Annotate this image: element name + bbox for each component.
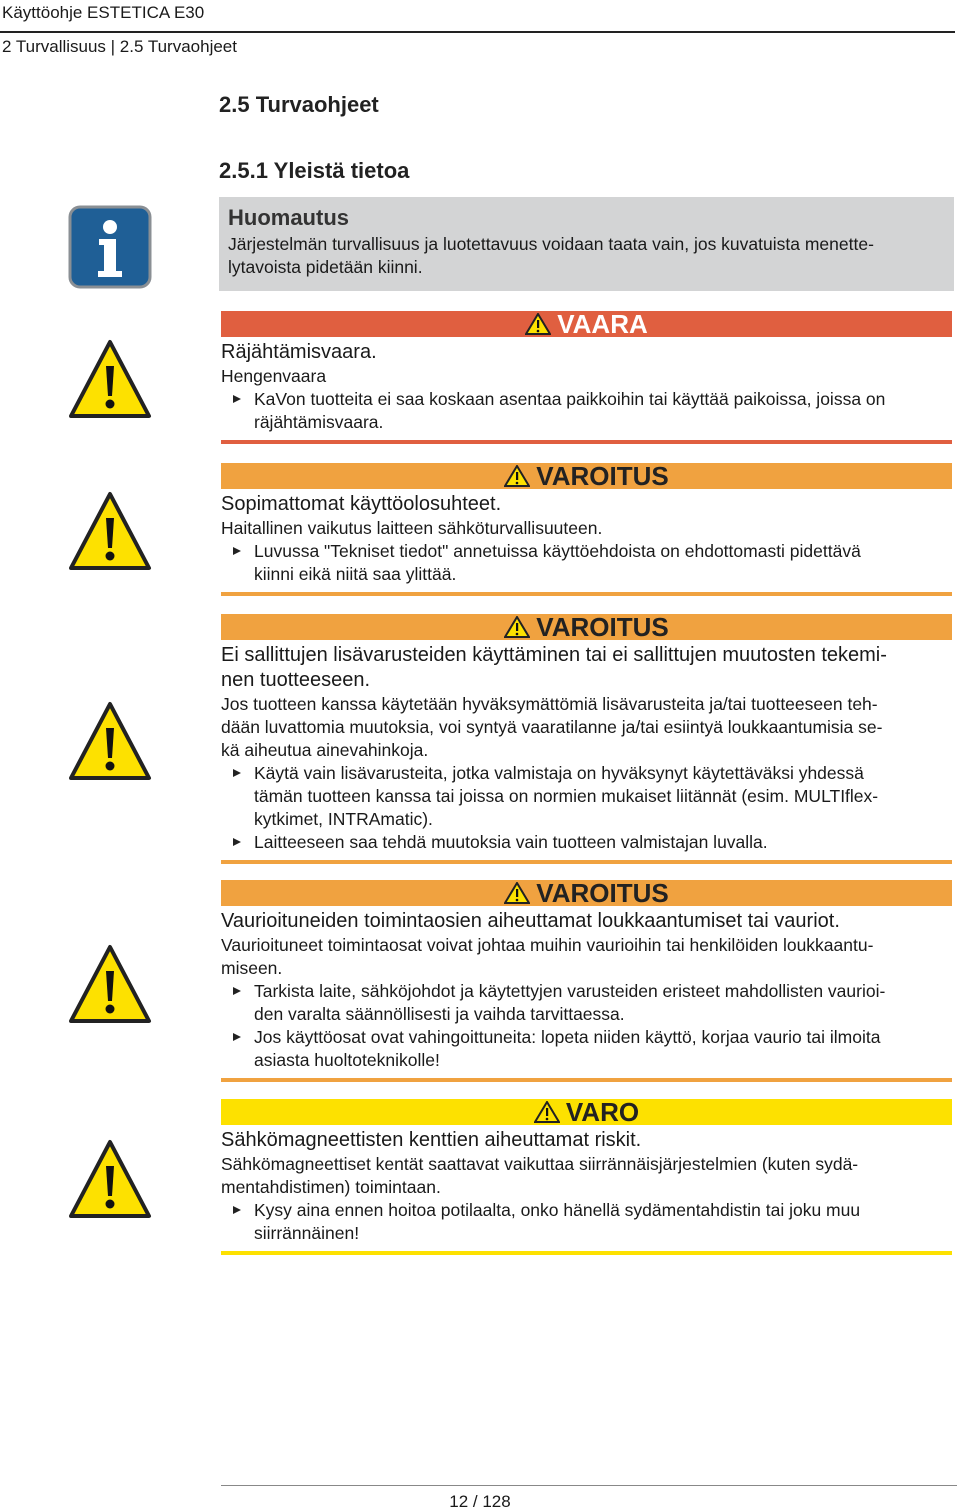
warning-sign-icon bbox=[525, 313, 551, 335]
warning-sign-icon bbox=[504, 882, 530, 904]
subsection-heading: 2.5.1 Yleistä tietoa bbox=[219, 158, 410, 183]
notice-title: Huomautus bbox=[228, 205, 349, 230]
warning-sign-icon bbox=[504, 465, 530, 487]
hazard-title: Sähkömagneettisten kenttien aiheuttamat riskit. bbox=[221, 1129, 642, 1151]
safety-block-varo bbox=[221, 1096, 952, 1255]
document-title: Käyttöohje ESTETICA E30 bbox=[2, 3, 205, 22]
hazard-consequence: Jos tuotteen kanssa käytetään hyväksymättömiä lisävarusteita ja/tai tuotteeseen teh- dään luvattomia muutoksia, voi syntyä vaaratilanne ja/tai esiintyä loukkaantumisia se- kä aiheutua ainevahinkoja. bbox=[221, 694, 883, 760]
signal-word: VAROITUS bbox=[536, 877, 669, 908]
action-item: Laitteeseen saa tehdä muutoksia vain tuotteen valmistajan luvalla. bbox=[221, 831, 952, 854]
signal-word: VAROITUS bbox=[536, 611, 669, 642]
action-item: Luvussa "Tekniset tiedot" annetuissa käyttöehdoista on ehdottomasti pidettävä kiinni eikä niitä saa ylittää. bbox=[221, 540, 952, 586]
warning-triangle-icon bbox=[68, 700, 152, 784]
info-icon bbox=[68, 205, 152, 289]
safety-block-vaara bbox=[221, 308, 952, 444]
block-end-rule bbox=[221, 860, 952, 864]
signal-word: VAARA bbox=[557, 308, 648, 339]
notice-box bbox=[219, 197, 954, 291]
hazard-consequence: Haitallinen vaikutus laitteen sähköturvallisuuteen. bbox=[221, 518, 603, 538]
warning-triangle-icon bbox=[68, 1138, 152, 1222]
breadcrumb: 2 Turvallisuus | 2.5 Turvaohjeet bbox=[2, 37, 237, 56]
action-item: Jos käyttöosat ovat vahingoittuneita: lopeta niiden käyttö, korjaa vaurio tai ilmoita asiasta huoltoteknikolle! bbox=[221, 1026, 952, 1072]
notice-text: Järjestelmän turvallisuus ja luotettavuus voidaan taata vain, jos kuvatuista menette- lytavoista pidetään kiinni. bbox=[228, 234, 874, 277]
footer-divider bbox=[221, 1485, 957, 1486]
hazard-title: Ei sallittujen lisävarusteiden käyttäminen tai ei sallittujen muutosten tekemi- nen tuotteeseen. bbox=[221, 644, 887, 691]
warning-triangle-icon bbox=[68, 338, 152, 422]
signal-word: VAROITUS bbox=[536, 460, 669, 491]
signal-word-bar bbox=[221, 1096, 952, 1127]
warning-triangle-icon bbox=[68, 943, 152, 1027]
action-item: Kysy aina ennen hoitoa potilaalta, onko hänellä sydämentahdistin tai joku muu siirrännäinen! bbox=[221, 1199, 952, 1245]
section-heading: 2.5 Turvaohjeet bbox=[219, 92, 379, 117]
safety-block-varoitus bbox=[221, 460, 952, 596]
hazard-consequence: Hengenvaara bbox=[221, 366, 327, 386]
action-item: KaVon tuotteita ei saa koskaan asentaa paikkoihin tai käyttää paikoissa, joissa on räjähtämisvaara. bbox=[221, 388, 952, 434]
safety-block-varoitus bbox=[221, 611, 952, 864]
warning-sign-icon bbox=[504, 616, 530, 638]
action-item: Tarkista laite, sähköjohdot ja käytettyjen varusteiden eristeet mahdollisten vaurioi- den varalta säännöllisesti ja vaihda tarvittaessa. bbox=[221, 980, 952, 1026]
page-number: 12 / 128 bbox=[449, 1492, 511, 1511]
signal-word: VARO bbox=[565, 1096, 640, 1127]
hazard-consequence: Sähkömagneettiset kentät saattavat vaikuttaa siirrännäisjärjestelmien (kuten sydä- mentahdistimen) toimintaan. bbox=[221, 1154, 859, 1197]
block-end-rule bbox=[221, 440, 952, 444]
hazard-consequence: Vaurioituneet toimintaosat voivat johtaa muihin vaurioihin tai henkilöiden loukkaantu- miseen. bbox=[221, 935, 874, 978]
header-divider bbox=[0, 31, 955, 33]
hazard-title: Räjähtämisvaara. bbox=[221, 341, 377, 363]
safety-block-varoitus bbox=[221, 877, 952, 1082]
signal-word-bar bbox=[221, 460, 952, 491]
block-end-rule bbox=[221, 1251, 952, 1255]
warning-triangle-icon bbox=[68, 490, 152, 574]
signal-word-bar bbox=[221, 308, 952, 339]
block-end-rule bbox=[221, 592, 952, 596]
signal-word-bar bbox=[221, 877, 952, 908]
action-item: Käytä vain lisävarusteita, jotka valmistaja on hyväksynyt käytettäväksi yhdessä tämän tuotteen kanssa tai joissa on normien mukaiset liitännät (esim. MULTIflex- kytkimet, INTRAmatic). bbox=[221, 762, 952, 831]
signal-word-bar bbox=[221, 611, 952, 642]
warning-sign-icon bbox=[534, 1101, 560, 1123]
block-end-rule bbox=[221, 1078, 952, 1082]
hazard-title: Vaurioituneiden toimintaosien aiheuttamat loukkaantumiset tai vauriot. bbox=[221, 910, 840, 932]
hazard-title: Sopimattomat käyttöolosuhteet. bbox=[221, 493, 502, 515]
